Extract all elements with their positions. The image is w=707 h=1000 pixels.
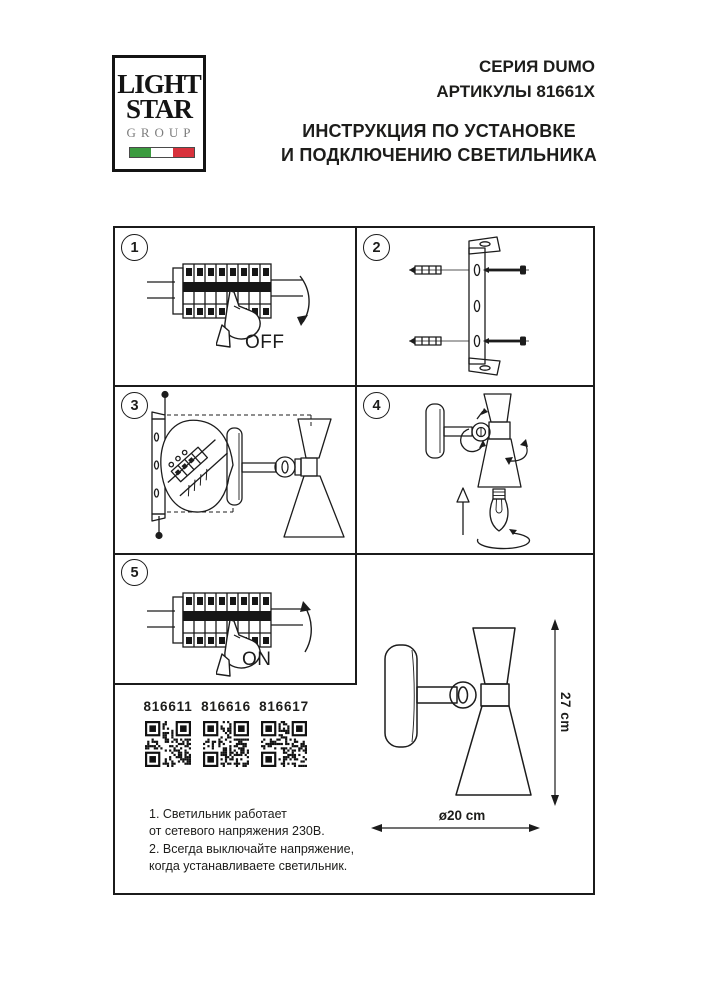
title-line-1: ИНСТРУКЦИЯ ПО УСТАНОВКЕ (302, 121, 576, 141)
step3-mounting-illustration (115, 385, 355, 553)
step2-number-badge: 2 (363, 234, 390, 261)
step5-breaker-on-illustration (115, 555, 355, 683)
italy-flag-icon (129, 147, 195, 158)
grid-divider-row3 (115, 683, 357, 685)
header-series-block (350, 54, 595, 104)
step4-lamp-adjust-illustration (357, 385, 593, 553)
product-code: 816616 (201, 699, 251, 714)
page-title (239, 119, 639, 167)
off-label: OFF (245, 332, 285, 353)
step3-number-badge: 3 (121, 392, 148, 419)
qr-code (145, 721, 191, 767)
product-code: 816611 (143, 699, 193, 714)
arrow-down-icon (297, 315, 308, 326)
product-code-item (139, 699, 197, 772)
series-name: СЕРИЯ DUMO (478, 57, 595, 76)
step1-number-badge: 1 (121, 234, 148, 261)
qr-code (261, 721, 307, 767)
diameter-dimension-label: ø20 cm (438, 808, 486, 823)
step1-breaker-off-illustration (115, 228, 355, 385)
title-line-2: И ПОДКЛЮЧЕНИЮ СВЕТИЛЬНИКА (281, 145, 597, 165)
height-dimension-label: 27 cm (558, 692, 573, 733)
step5-number-badge: 5 (121, 559, 148, 586)
product-codes-row (139, 699, 313, 772)
on-label: ON (242, 649, 272, 670)
note-line: 1. Светильник работает (149, 807, 287, 821)
step4-number-badge: 4 (363, 392, 390, 419)
logo-text-group: GROUP (126, 125, 196, 140)
product-code: 816617 (259, 699, 309, 714)
arrow-up-icon (300, 601, 311, 612)
article-numbers: АРТИКУЛЫ 81661X (436, 82, 595, 101)
logo-text-light: LIGHT (117, 69, 201, 99)
logo-text-star: STAR (125, 94, 193, 124)
note-line: от сетевого напряжения 230В. (149, 824, 325, 839)
instruction-grid (113, 226, 595, 895)
safety-notes (149, 806, 354, 876)
step2-bracket-illustration (357, 228, 593, 385)
note-line: 2. Всегда выключайте напряжение, (149, 841, 355, 856)
note-line: когда устанавливаете светильник. (149, 859, 348, 874)
lightstar-logo (112, 55, 206, 172)
qr-code (203, 721, 249, 767)
product-code-item (255, 699, 313, 772)
product-code-item (197, 699, 255, 772)
